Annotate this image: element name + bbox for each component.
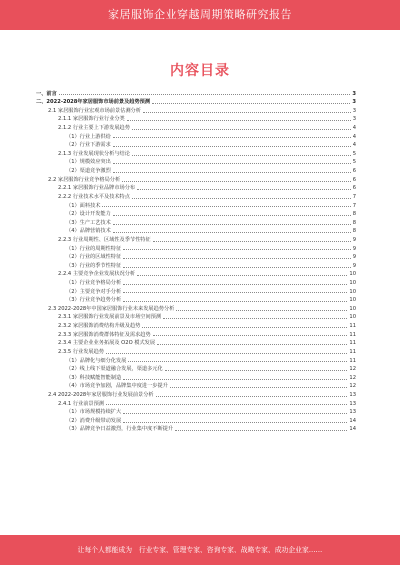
toc-page-number: 11 [349,348,356,355]
toc-entry[interactable] [36,114,356,123]
toc-page-number: 10 [349,288,356,295]
toc-leader-dots [123,422,347,423]
toc-entry-text: （2）消费升级带动发展 [66,417,122,424]
toc-entry-text: 2.1 家居服饰行业宏观市场前景估测分析 [48,107,141,114]
toc-entry-text: 2.3.4 主要企业业务拓展及 O2O 模式发展 [58,340,156,347]
toc-entry-text: 2.1.3 行业发展现状分析与结论 [58,150,130,157]
toc-leader-dots [143,112,351,113]
toc-page-number: 14 [349,426,356,433]
toc-entry-text: 2.3.2 家居服饰消费结构升级及趋势 [58,323,141,330]
toc-page-number: 4 [352,125,356,132]
toc-entry-text: 2.3.1 家居服饰行业发展前景及市场空间预测 [58,314,162,321]
toc-entry[interactable] [36,364,356,373]
toc-leader-dots [123,413,347,414]
toc-entry[interactable] [36,415,356,424]
toc-page-number: 4 [352,142,356,149]
toc-page-number: 13 [349,391,356,398]
toc-entry[interactable] [36,398,356,407]
toc-entry-text: （4）市场竞争加剧，品牌集中度进一步提升 [66,383,168,390]
toc-leader-dots [123,284,347,285]
toc-entry-text: （3）科技赋能智能制造 [66,374,122,381]
toc-page-number: 11 [349,357,356,364]
toc-leader-dots [113,215,351,216]
toc-entry[interactable] [36,407,356,416]
toc-leader-dots [176,310,347,311]
toc-page-number: 11 [349,331,356,338]
toc-entry-text: 2.3.5 行业发展趋势 [58,348,104,355]
toc-entry[interactable] [36,183,356,192]
toc-entry-text: 2.1.2 行业主要上下游发展趋势 [58,125,130,132]
toc-leader-dots [123,301,347,302]
toc-leader-dots [137,189,351,190]
toc-page-number: 5 [352,150,356,157]
toc-entry-text: 2.2.4 主要竞争企业发展状况分析 [58,271,136,278]
toc-entry[interactable] [36,381,356,390]
toc-page-number: 3 [352,116,356,123]
toc-entry-text: 二、2022-2028年家居服饰市场前景及趋势预测 [36,99,151,106]
toc-entry[interactable] [36,217,356,226]
toc-leader-dots [152,103,350,104]
report-title: 家居服饰企业穿越周期策略研究报告 [108,8,292,21]
toc-entry[interactable] [36,209,356,218]
toc-leader-dots [153,241,351,242]
toc-entry[interactable] [36,148,356,157]
toc-page-number: 6 [352,176,356,183]
toc-entry[interactable] [36,295,356,304]
toc-entry-text: 2.3 2022-2028年中国家居服饰行业未来发展趋势分析 [48,305,175,312]
toc-leader-dots [175,430,347,431]
toc-entry-text: 2.4.1 行业前景预测 [58,400,104,407]
toc-leader-dots [137,275,347,276]
toc-page-number: 3 [352,107,356,114]
toc-leader-dots [123,267,351,268]
toc-entry-text: 2.3.3 家居服饰消费群体特征及需求趋势 [58,331,151,338]
toc-entry[interactable] [36,97,356,106]
toc-leader-dots [59,94,351,95]
toc-page-number: 4 [352,133,356,140]
toc-page-number: 9 [352,262,356,269]
toc-page-number: 10 [349,314,356,321]
toc-leader-dots [113,172,351,173]
toc-entry-text: （2）行业的区域性特征 [66,254,122,261]
toc-page-number: 10 [349,305,356,312]
toc-leader-dots [170,387,348,388]
toc-heading: 内容目录 [170,63,230,79]
toc-page-number: 10 [349,271,356,278]
toc-entry[interactable] [36,389,356,398]
toc-page-number: 13 [349,409,356,416]
toc-entry-text: （1）面料技术 [66,202,101,209]
toc-page-number: 6 [352,168,356,175]
toc-page-number: 11 [349,323,356,330]
toc-leader-dots [102,206,350,207]
toc-entry[interactable] [36,105,356,114]
toc-page-number: 9 [352,245,356,252]
toc-entry[interactable] [36,286,356,295]
toc-entry-text: 2.1.1 家居服饰行业行业分类 [58,116,125,123]
toc-leader-dots [113,146,351,147]
toc-entry[interactable] [36,424,356,433]
toc-leader-dots [106,404,347,405]
toc-entry[interactable] [36,372,356,381]
toc-entry-text: （1）品牌化与细分化发展 [66,357,127,364]
toc-entry[interactable] [36,269,356,278]
toc-leader-dots [113,137,351,138]
toc-entry[interactable] [36,131,356,140]
toc-page-number: 13 [349,400,356,407]
toc-leader-dots [122,181,351,182]
toc-leader-dots [157,344,347,345]
toc-entry[interactable] [36,320,356,329]
toc-page-number: 10 [349,297,356,304]
toc-entry[interactable] [36,277,356,286]
toc-entry[interactable] [36,312,356,321]
toc-leader-dots [123,292,347,293]
toc-entry-text: （3）品牌竞争日益激烈，行业集中度不断提升 [66,426,174,433]
toc-leader-dots [132,198,351,199]
footer-slogan: 让每个人都能成为 行业专家、管理专家、咨询专家、战略专家、成功企业家…… [77,546,323,554]
toc-page-number: 3 [352,90,356,97]
toc-page-number: 8 [352,211,356,218]
toc-leader-dots [163,318,347,319]
toc-entry-text: （1）规模效应突出 [66,159,111,166]
toc-entry-text: （2）线上线下渠道融合发展，渠道多元化 [66,366,163,373]
toc-page-number: 10 [349,280,356,287]
toc-page-number: 6 [352,185,356,192]
toc-entry[interactable] [36,226,356,235]
toc-page-number: 3 [352,99,356,106]
toc-leader-dots [106,353,347,354]
toc-entry-text: （2）行业下游需求 [66,142,111,149]
table-of-contents [36,88,356,432]
toc-page-number: 14 [349,417,356,424]
toc-page-number: 12 [349,383,356,390]
toc-entry[interactable] [36,355,356,364]
toc-leader-dots [123,379,347,380]
toc-leader-dots [156,396,348,397]
toc-entry-text: （3）生产工艺技术 [66,219,111,226]
toc-entry[interactable] [36,174,356,183]
toc-entry[interactable] [36,329,356,338]
toc-entry-text: （1）行业竞争格局分析 [66,280,122,287]
toc-entry[interactable] [36,122,356,131]
toc-leader-dots [127,120,351,121]
toc-entry-text: （4）品牌营销技术 [66,228,111,235]
toc-entry[interactable] [36,165,356,174]
toc-page-number: 8 [352,228,356,235]
toc-entry[interactable] [36,140,356,149]
toc-entry-text: 2.2.3 行业周期性、区域性及季节性特征 [58,236,151,243]
toc-page-number: 7 [352,202,356,209]
toc-entry-text: （1）行业的周期性特征 [66,245,122,252]
toc-entry-text: （3）行业的季节性特征 [66,262,122,269]
toc-leader-dots [123,258,351,259]
toc-page-number: 9 [352,236,356,243]
toc-leader-dots [123,249,351,250]
toc-page-number: 8 [352,219,356,226]
toc-entry-text: 2.2.2 行业技术水平及技术特点 [58,193,130,200]
toc-entry[interactable] [36,338,356,347]
toc-entry[interactable] [36,346,356,355]
toc-entry-text: 2.4 2022-2028年家居服饰行业发展前景分析 [48,391,154,398]
toc-entry[interactable] [36,260,356,269]
toc-leader-dots [132,155,351,156]
toc-entry[interactable] [36,200,356,209]
toc-entry-text: （3）行业竞争趋势分析 [66,297,122,304]
toc-leader-dots [142,327,347,328]
toc-entry-text: 2.2 家居服饰行业竞争格局分析 [48,176,121,183]
toc-leader-dots [165,370,348,371]
toc-entry-text: 一、前言 [36,90,57,97]
toc-entry-text: （1）市场规模持续扩大 [66,409,122,416]
toc-page-number: 12 [349,366,356,373]
toc-entry[interactable] [36,252,356,261]
toc-leader-dots [113,232,351,233]
toc-leader-dots [113,224,351,225]
toc-entry[interactable] [36,191,356,200]
toc-entry[interactable] [36,157,356,166]
toc-entry[interactable] [36,243,356,252]
toc-leader-dots [113,163,351,164]
toc-page-number: 11 [349,340,356,347]
toc-entry-text: （1）行业上游供给 [66,133,111,140]
toc-leader-dots [128,361,347,362]
toc-page-number: 5 [352,159,356,166]
toc-leader-dots [132,129,351,130]
toc-leader-dots [153,335,348,336]
toc-entry-text: （2）主要竞争对手分析 [66,288,122,295]
toc-entry[interactable] [36,234,356,243]
toc-entry[interactable] [36,88,356,97]
toc-entry-text: （2）设计开发能力 [66,211,111,218]
toc-page-number: 7 [352,193,356,200]
toc-entry[interactable] [36,303,356,312]
toc-entry-text: 2.2.1 家居服饰行业品牌市场分布 [58,185,136,192]
toc-page-number: 9 [352,254,356,261]
toc-entry-text: （2）渠道竞争激烈 [66,168,111,175]
toc-page-number: 12 [349,374,356,381]
